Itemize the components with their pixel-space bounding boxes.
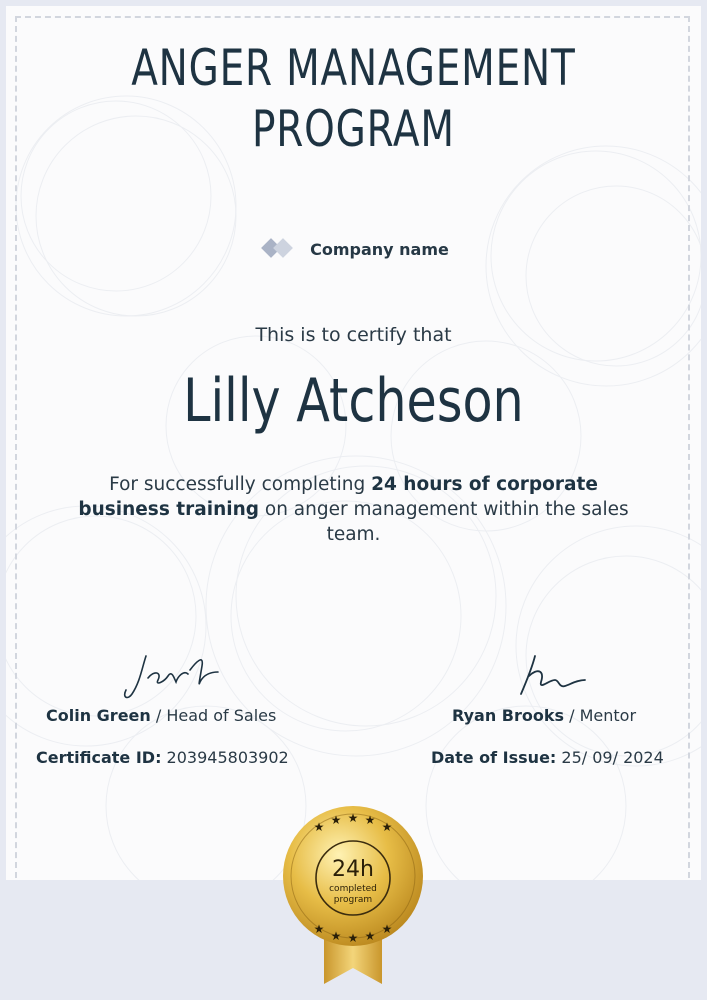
signer-role: / Head of Sales — [150, 706, 277, 725]
date-of-issue-value: 25/ 09/ 2024 — [556, 748, 664, 767]
title-line-1: ANGER MANAGEMENT — [131, 39, 576, 97]
signature-ryan-brooks — [515, 650, 595, 700]
company-block — [0, 234, 707, 264]
svg-text:★: ★ — [347, 811, 359, 825]
certificate-id-value: 203945803902 — [161, 748, 289, 767]
badge-line-1: completed — [329, 884, 377, 894]
svg-text:★: ★ — [347, 931, 359, 945]
date-of-issue-label: Date of Issue: — [431, 748, 557, 767]
svg-text:★: ★ — [381, 820, 393, 834]
completion-seal-badge — [278, 804, 428, 990]
badge-hours: 24h — [332, 857, 374, 882]
certificate-title — [78, 38, 629, 160]
svg-text:★: ★ — [330, 813, 342, 827]
recipient-name: Lilly Atcheson — [183, 366, 524, 436]
title-line-2: PROGRAM — [251, 100, 455, 158]
company-logo-icon — [258, 237, 300, 261]
signer-colin-green — [46, 706, 276, 725]
svg-text:★: ★ — [364, 813, 376, 827]
svg-text:★: ★ — [313, 922, 325, 936]
date-of-issue — [431, 748, 664, 767]
svg-text:★: ★ — [381, 922, 393, 936]
signer-name: Ryan Brooks — [452, 706, 565, 725]
certify-text: This is to certify that — [255, 324, 452, 346]
certificate-id — [36, 748, 289, 767]
signer-role: / Mentor — [564, 706, 637, 725]
svg-text:★: ★ — [364, 929, 376, 943]
svg-text:★: ★ — [313, 820, 325, 834]
certificate-id-label: Certificate ID: — [36, 748, 162, 767]
description-part-2: on anger management within the sales team. — [259, 499, 629, 545]
svg-text:★: ★ — [330, 929, 342, 943]
signer-name: Colin Green — [46, 706, 151, 725]
description-part-1: For successfully completing — [109, 474, 372, 495]
certificate-description — [70, 472, 637, 547]
company-name: Company name — [310, 239, 449, 259]
badge-line-2: program — [333, 895, 373, 905]
signature-colin-green — [118, 648, 228, 708]
description-bold: 24 hours of corporate business training — [78, 474, 598, 520]
signer-ryan-brooks — [452, 706, 636, 725]
